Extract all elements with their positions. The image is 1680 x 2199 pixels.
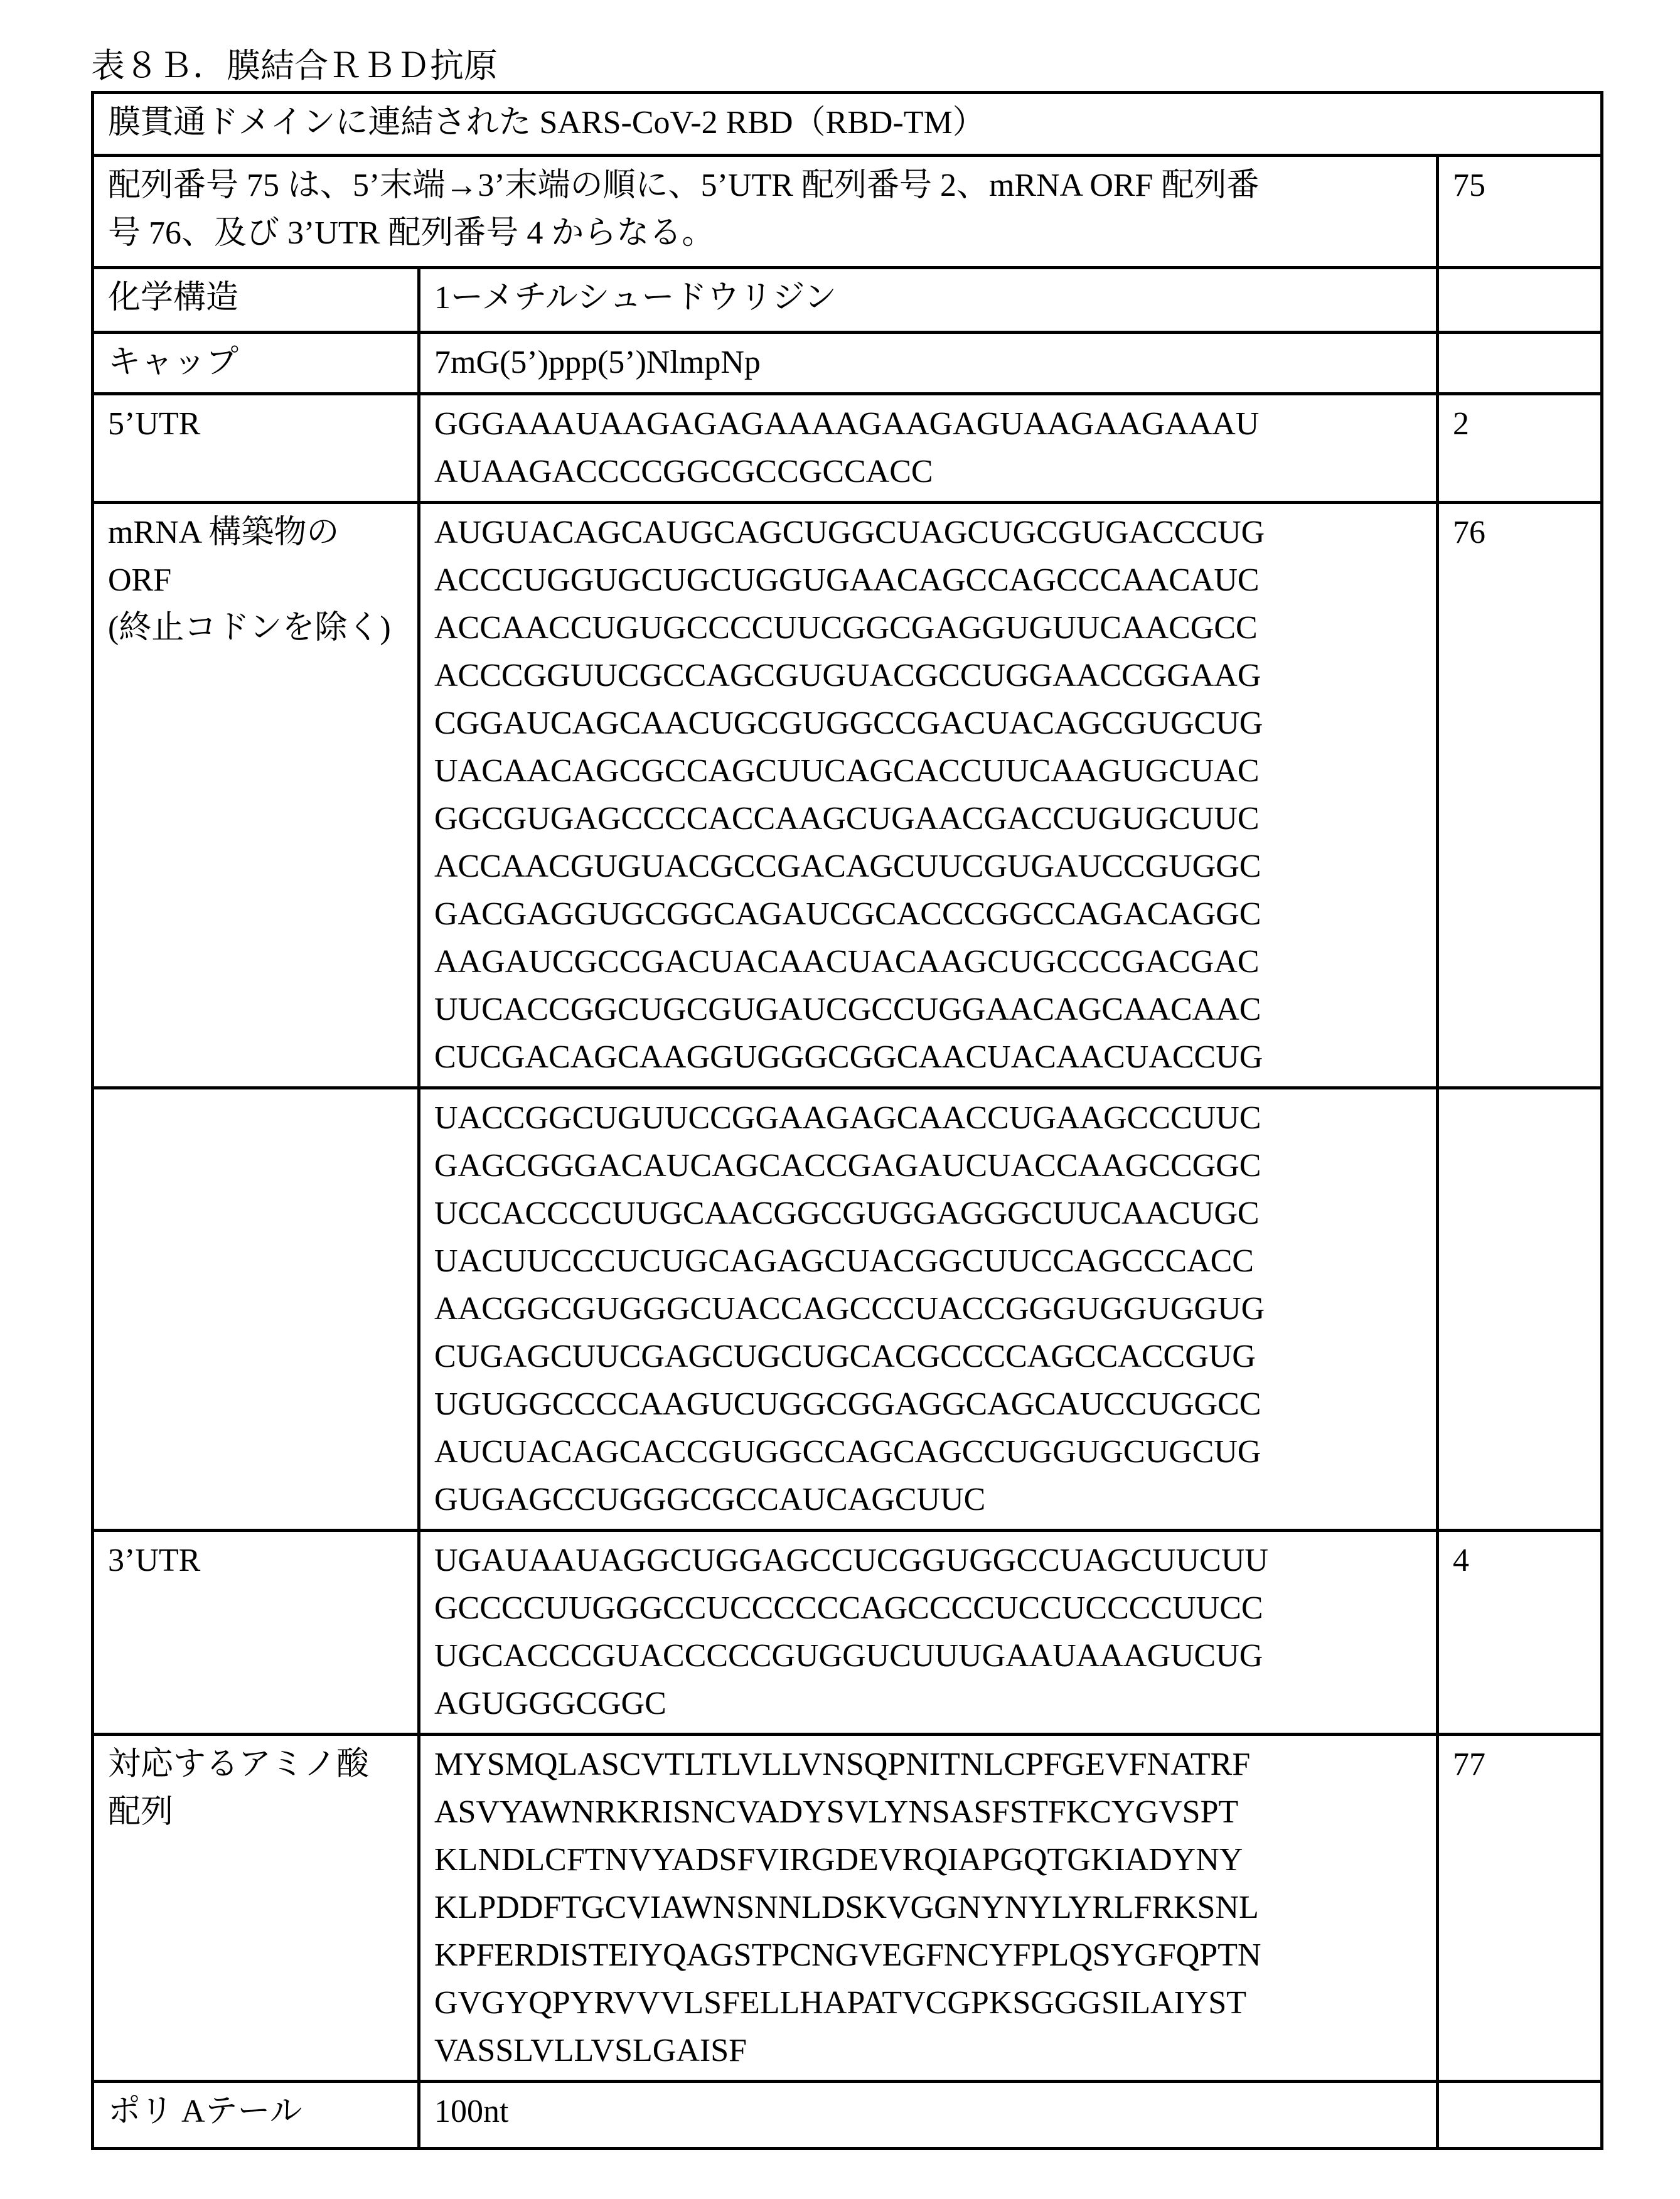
sequence-line: AUCUACAGCACCGUGGCCAGCAGCCUGGUGCUGCUG <box>434 1428 1422 1476</box>
description-cell <box>93 156 1438 268</box>
table-title: 表８Ｂ．膜結合ＲＢＤ抗原 <box>91 39 498 87</box>
table-row <box>93 268 1602 333</box>
row-label-line: (終止コドンを除く) <box>108 604 404 652</box>
sequence-line: GAGCGGGACAUCAGCACCGAGAUCUACCAAGCCGGC <box>434 1142 1422 1190</box>
description-line: 配列番号 75 は、5’末端→3’末端の順に、5’UTR 配列番号 2、mRNA ORF 配列番 <box>108 162 1422 210</box>
table-header-row <box>93 93 1602 156</box>
table-row <box>93 1088 1602 1531</box>
seq-id-cell <box>1437 1088 1602 1531</box>
sequence-line: UACAACAGCGCCAGCUUCAGCACCUUCAAGUGCUAC <box>434 747 1422 795</box>
seq-id-cell <box>1437 268 1602 333</box>
row-value <box>419 268 1438 333</box>
row-value <box>419 503 1438 1088</box>
seq-id-cell: 76 <box>1437 503 1602 1088</box>
seq-id-cell: 2 <box>1437 394 1602 503</box>
sequence-line: CGGAUCAGCAACUGCGUGGCCGACUACAGCGUGCUG <box>434 700 1422 747</box>
sequence-line: ACCAACGUGUACGCCGACAGCUUCGUGAUCCGUGGC <box>434 843 1422 891</box>
sequence-line: ACCCGGUUCGCCAGCGUGUACGCCUGGAACCGGAAG <box>434 652 1422 700</box>
row-label <box>93 1088 419 1531</box>
sequence-line: AAGAUCGCCGACUACAACUACAAGCUGCCCGACGAC <box>434 938 1422 986</box>
sequence-line: AUAAGACCCCGGCGCCGCCACC <box>434 448 1422 496</box>
row-label-line: キャップ <box>108 339 404 387</box>
row-label-line: mRNA 構築物の <box>108 509 404 557</box>
sequence-line: UACCGGCUGUUCCGGAAGAGCAACCUGAAGCCCUUC <box>434 1094 1422 1142</box>
row-value <box>419 1088 1438 1531</box>
seq-id-cell <box>1437 333 1602 394</box>
row-label-line: 配列 <box>108 1789 404 1836</box>
row-label-line: 化学構造 <box>108 274 404 322</box>
sequence-line: KPFERDISTEIYQAGSTPCNGVEGFNCYFPLQSYGFQPTN <box>434 1932 1422 1979</box>
row-label <box>93 333 419 394</box>
row-value <box>419 394 1438 503</box>
row-label-line: ORF <box>108 557 404 604</box>
row-label <box>93 2082 419 2149</box>
row-value <box>419 1735 1438 2082</box>
sequence-line: UGCACCCGUACCCCCGUGGUCUUUGAAUAAAGUCUG <box>434 1632 1422 1680</box>
sequence-line: VASSLVLLVSLGAISF <box>434 2027 1422 2075</box>
sequence-line: KLPDDFTGCVIAWNSNNLDSKVGGNYNYLYRLFRKSNL <box>434 1884 1422 1932</box>
sequence-line: UCCACCCCUUGCAACGGCGUGGAGGGCUUCAACUGC <box>434 1190 1422 1238</box>
sequence-line: GACGAGGUGCGGCAGAUCGCACCCGGCCAGACAGGC <box>434 891 1422 938</box>
row-label <box>93 268 419 333</box>
seq-id-cell: 77 <box>1437 1735 1602 2082</box>
row-label-line: 3’UTR <box>108 1537 404 1585</box>
sequence-line: UACUUCCCUCUGCAGAGCUACGGCUUCCAGCCCACC <box>434 1238 1422 1285</box>
sequence-line: AGUGGGCGGC <box>434 1680 1422 1728</box>
sequence-line: KLNDLCFTNVYADSFVIRGDEVRQIAPGQTGKIADYNY <box>434 1836 1422 1884</box>
table-row <box>93 1735 1602 2082</box>
sequence-line: ACCAACCUGUGCCCCUUCGGCGAGGUGUUCAACGCC <box>434 604 1422 652</box>
row-label <box>93 1735 419 2082</box>
row-value <box>419 2082 1438 2149</box>
row-label <box>93 394 419 503</box>
row-label <box>93 503 419 1088</box>
row-label <box>93 1531 419 1735</box>
seq-id-cell: 4 <box>1437 1531 1602 1735</box>
sequence-line: UGAUAAUAGGCUGGAGCCUCGGUGGCCUAGCUUCUU <box>434 1537 1422 1585</box>
sequence-line: 1ーメチルシュードウリジン <box>434 274 1422 322</box>
sequence-line: AUGUACAGCAUGCAGCUGGCUAGCUGCGUGACCCUG <box>434 509 1422 557</box>
table-row <box>93 2082 1602 2149</box>
table-row <box>93 333 1602 394</box>
row-label-line: 対応するアミノ酸 <box>108 1741 404 1789</box>
description-line: 号 76、及び 3’UTR 配列番号 4 からなる。 <box>108 210 1422 257</box>
sequence-line: AACGGCGUGGGCUACCAGCCCUACCGGGUGGUGGUG <box>434 1285 1422 1333</box>
seq-id-cell <box>1437 2082 1602 2149</box>
description-row <box>93 156 1602 268</box>
sequence-line: UUCACCGGCUGCGUGAUCGCCUGGAACAGCAACAAC <box>434 986 1422 1034</box>
row-label-line: ポリ Aテール <box>108 2088 404 2136</box>
sequence-line: ASVYAWNRKRISNCVADYSVLYNSASFSTFKCYGVSPT <box>434 1789 1422 1836</box>
sequence-line: CUCGACAGCAAGGUGGGCGGCAACUACAACUACCUG <box>434 1034 1422 1081</box>
row-value <box>419 1531 1438 1735</box>
sequence-line: GGGAAAUAAGAGAGAAAAGAAGAGUAAGAAGAAAU <box>434 400 1422 448</box>
sequence-line: CUGAGCUUCGAGCUGCUGCACGCCCCAGCCACCGUG <box>434 1333 1422 1381</box>
sequence-line: GCCCCUUGGGCCUCCCCCCAGCCCCUCCUCCCCUUCC <box>434 1585 1422 1632</box>
sequence-line: GVGYQPYRVVVLSFELLHAPATVCGPKSGGGSILAIYST <box>434 1979 1422 2027</box>
table-row <box>93 503 1602 1088</box>
table-row <box>93 394 1602 503</box>
row-label-line: 5’UTR <box>108 400 404 448</box>
sequence-line: UGUGGCCCCAAGUCUGGCGGAGGCAGCAUCCUGGCC <box>434 1381 1422 1428</box>
sequence-line: MYSMQLASCVTLTLVLLVNSQPNITNLCPFGEVFNATRF <box>434 1741 1422 1789</box>
table-row <box>93 1531 1602 1735</box>
sequence-line: 7mG(5’)ppp(5’)NlmpNp <box>434 339 1422 387</box>
sequence-line: ACCCUGGUGCUGCUGGUGAACAGCCAGCCCAACAUC <box>434 557 1422 604</box>
sequence-line: GGCGUGAGCCCCACCAAGCUGAACGACCUGUGCUUC <box>434 795 1422 843</box>
rbd-antigen-table <box>91 91 1603 2150</box>
sequence-line: 100nt <box>434 2088 1422 2136</box>
seq-id-cell: 75 <box>1437 156 1602 268</box>
table-header: 膜貫通ドメインに連結された SARS-CoV-2 RBD（RBD-TM） <box>93 93 1602 156</box>
row-value <box>419 333 1438 394</box>
sequence-line: GUGAGCCUGGGCGCCAUCAGCUUC <box>434 1476 1422 1524</box>
